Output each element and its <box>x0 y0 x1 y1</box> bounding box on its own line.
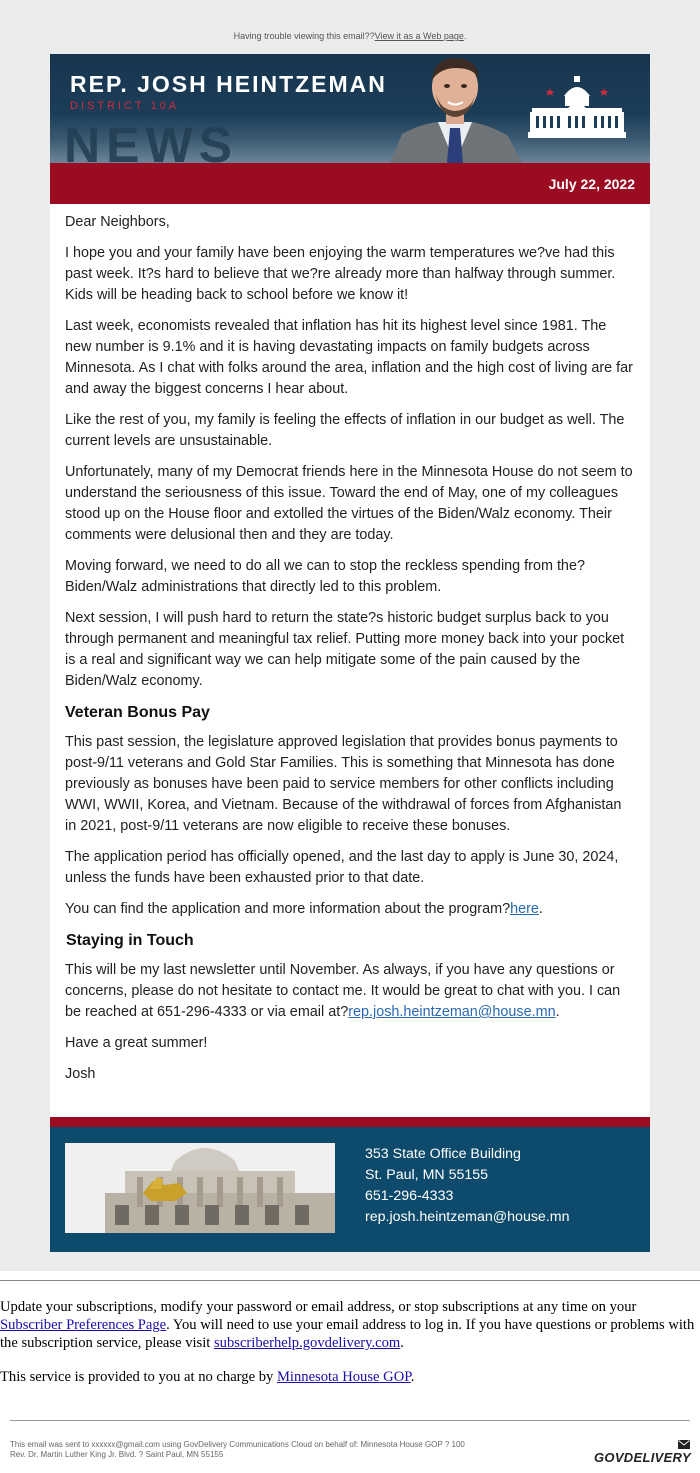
divider <box>0 1280 700 1281</box>
web-view-link[interactable]: View it as a Web page <box>374 31 464 41</box>
subscription-preferences <box>0 1298 700 1402</box>
newsletter-body <box>65 212 635 1095</box>
envelope-icon <box>678 1440 690 1449</box>
prefs-paragraph <box>0 1298 700 1352</box>
email-link[interactable]: rep.josh.heintzeman@house.mn <box>348 1004 556 1020</box>
paragraph: Moving forward, we need to do all we can to stop the reckless spending from the? Biden/Walz administrations that directly led to this problem. <box>65 558 585 595</box>
govdelivery-logo-text: GOVDELIVERY <box>594 1450 691 1465</box>
contact-end: . <box>555 1004 560 1020</box>
service-text: This service is provided to you at no charge by <box>0 1369 277 1385</box>
signature: Josh <box>65 1066 96 1082</box>
minnesota-house-gop-link[interactable]: Minnesota House GOP <box>276 1369 411 1385</box>
footer-phone: 651-296-4333 <box>365 1188 454 1204</box>
subscriber-help-link[interactable]: subscriberhelp.govdelivery.com <box>214 1335 401 1351</box>
sender-footnote <box>10 1440 590 1460</box>
banner-news-word: NEWS <box>64 117 238 163</box>
prefs-text: . You will need to use your email address to log in. If you have questions or problems with the subscription service, please visit <box>0 1317 695 1351</box>
program-here-link[interactable]: here <box>510 901 539 917</box>
govdelivery-logo[interactable] <box>594 1439 694 1469</box>
service-text: . <box>410 1369 415 1385</box>
paragraph-program-link <box>65 899 635 920</box>
capitol-building-icon <box>528 74 626 138</box>
date-band <box>50 163 650 204</box>
prefs-text: Update your subscriptions, modify your password or email address, or stop subscriptions at any time on your <box>0 1299 637 1315</box>
program-text: You can find the application and more information about the program? <box>65 901 511 917</box>
heading-veteran-bonus: Veteran Bonus Pay <box>65 704 210 721</box>
banner-name: REP. JOSH HEINTZEMAN <box>70 71 387 97</box>
representative-portrait <box>380 54 530 163</box>
footer-contact-block <box>50 1127 650 1252</box>
subscriber-preferences-link[interactable]: Subscriber Preferences Page <box>0 1317 167 1333</box>
closing: Have a great summer! <box>65 1035 208 1051</box>
capitol-dome-photo <box>65 1143 335 1233</box>
paragraph: Like the rest of you, my family is feeling the effects of inflation in our budget as well. The current levels are unsustainable. <box>65 412 625 449</box>
web-view-notice <box>0 31 700 41</box>
service-paragraph <box>0 1368 700 1386</box>
program-end: . <box>538 901 543 917</box>
paragraph: Last week, economists revealed that inflation has hit its highest level since 1981. The new number is 9.1% and it is having devastating impacts on family budgets across Minnesota. As I chat with folks around the area, inflation and the high cost of living are far and away the biggest concerns I hear about. <box>65 318 633 397</box>
newsletter-banner <box>50 54 650 163</box>
footer-address-line2: St. Paul, MN 55155 <box>365 1167 489 1183</box>
newsletter-date: July 22, 2022 <box>548 176 635 192</box>
trouble-text: Having trouble viewing this email?? <box>233 31 375 41</box>
footnote-line1: This email was sent to xxxxxx@gmail.com using GovDelivery Communications Cloud on behalf of: Minnesota House GOP ? 100 <box>10 1440 465 1449</box>
banner-district: DISTRICT 10A <box>70 100 180 112</box>
paragraph: This past session, the legislature approved legislation that provides bonus payments to post-9/11 veterans and Gold Star Families. This is something that Minnesota has done previously as bonuses have been paid to service members for other conflicts including WWI, WWII, Korea, and Vietnam. Because of the withdrawal of forces from Afghanistan in 2021, post-9/11 veterans are now eligible to receive these bonuses. <box>65 734 622 834</box>
paragraph-contact <box>65 960 635 1023</box>
trouble-suffix: . <box>463 31 467 41</box>
greeting: Dear Neighbors, <box>65 214 170 230</box>
contact-text: This will be my last newsletter until November. As always, if you have any questions or concerns, please do not hesitate to contact me. It would be great to chat with you. I can be reached at 651-296-4333 or via email at? <box>65 962 621 1020</box>
paragraph: Next session, I will push hard to return the state?s historic budget surplus back to you through permanent and meaningful tax relief. Putting more money back into your pocket is a real and significant way we can help mitigate some of the pain caused by the Biden/Walz economy. <box>65 610 625 689</box>
divider <box>10 1420 690 1421</box>
paragraph: Unfortunately, many of my Democrat friends here in the Minnesota House do not seem to understand the seriousness of this issue. Toward the end of May, one of my colleagues stood up on the House floor and extolled the virtues of the Biden/Walz economy. Their comments were delusional then and they are today. <box>65 464 633 543</box>
paragraph: I hope you and your family have been enjoying the warm temperatures we?ve had this past week. It?s hard to believe that we?re already more than halfway through summer. Kids will be heading back to school before we know it! <box>65 245 616 303</box>
footer-email: rep.josh.heintzeman@house.mn <box>365 1209 570 1225</box>
newsletter-card <box>50 54 650 1252</box>
footnote-line2: Rev. Dr. Martin Luther King Jr. Blvd. ? Saint Paul, MN 55155 <box>10 1450 224 1459</box>
heading-staying-in-touch: Staying in Touch <box>66 932 194 949</box>
footer-red-stripe <box>50 1117 650 1127</box>
footer-address-line1: 353 State Office Building <box>365 1146 521 1162</box>
paragraph: The application period has officially opened, and the last day to apply is June 30, 2024, unless the funds have been exhausted prior to that date. <box>65 849 619 886</box>
footer-contact-info <box>365 1144 569 1228</box>
prefs-text: . <box>400 1335 404 1351</box>
